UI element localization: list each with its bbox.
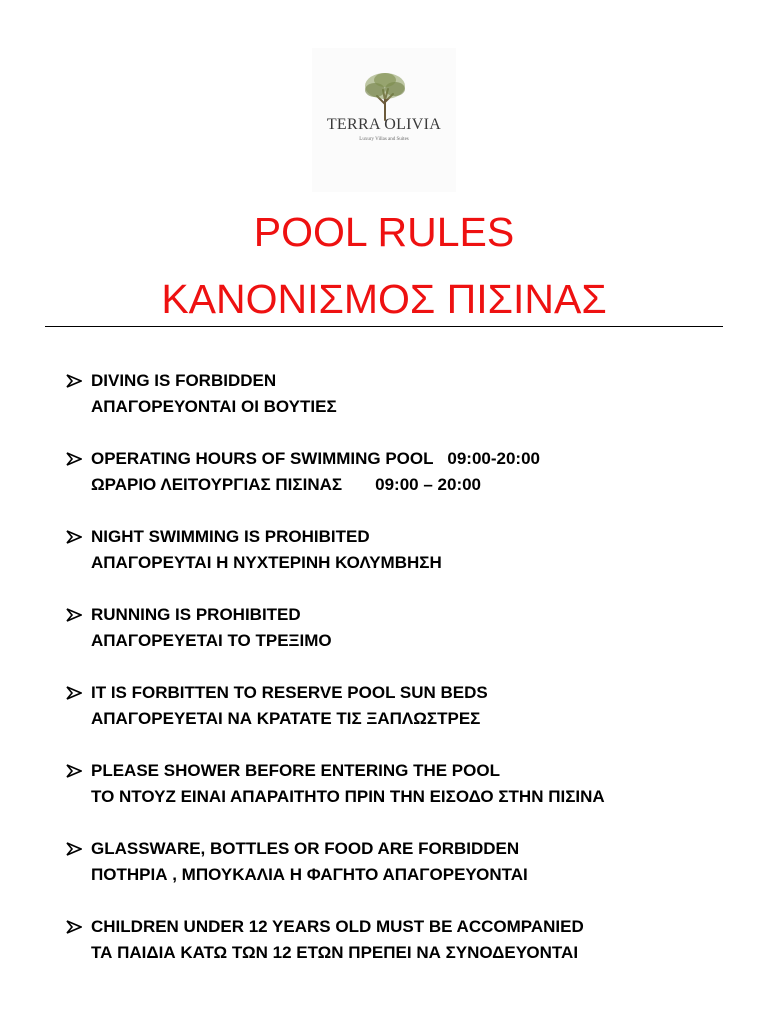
arrowhead-bullet-icon: [66, 530, 82, 544]
list-item: [66, 603, 746, 681]
arrowhead-bullet-icon: [66, 920, 82, 934]
rule-greek: ΑΠΑΓΟΡΕΥΤΑΙ Η ΝΥΧΤΕΡΙΝΗ ΚΟΛΥΜΒΗΣΗ: [91, 553, 442, 572]
page-title-greek: ΚΑΝΟΝΙΣΜΟΣ ΠΙΣΙΝΑΣ: [161, 276, 607, 322]
list-item: [66, 369, 746, 447]
rule-english: OPERATING HOURS OF SWIMMING POOL 09:00-20:00: [91, 449, 540, 468]
list-item: [66, 447, 746, 525]
title-divider: [45, 326, 723, 327]
list-item: [66, 837, 746, 915]
arrowhead-bullet-icon: [66, 764, 82, 778]
rule-greek: ΑΠΑΓΟΡΕΥΕΤΑΙ ΝΑ ΚΡΑΤΑΤΕ ΤΙΣ ΞΑΠΛΩΣΤΡΕΣ: [91, 709, 481, 728]
rule-greek: ΠΟΤΗΡΙΑ , ΜΠΟΥΚΑΛΙΑ Η ΦΑΓΗΤΟ ΑΠΑΓΟΡΕΥΟΝΤΑΙ: [91, 865, 528, 884]
rule-greek: ΑΠΑΓΟΡΕΥΕΤΑΙ ΤΟ ΤΡΕΞΙΜΟ: [91, 631, 332, 650]
list-item: [66, 759, 746, 837]
rule-greek: ΑΠΑΓΟΡΕΥΟΝΤΑΙ ΟΙ ΒΟΥΤΙΕΣ: [91, 397, 337, 416]
list-item: [66, 525, 746, 603]
rule-english: PLEASE SHOWER BEFORE ENTERING THE POOL: [91, 761, 500, 780]
logo: [312, 48, 456, 192]
olive-tree-icon: [359, 70, 411, 122]
list-item: [66, 915, 746, 993]
arrowhead-bullet-icon: [66, 452, 82, 466]
rule-english: NIGHT SWIMMING IS PROHIBITED: [91, 527, 370, 546]
rule-english: DIVING IS FORBIDDEN: [91, 371, 277, 390]
rule-english: RUNNING IS PROHIBITED: [91, 605, 301, 624]
page-title-english: POOL RULES: [253, 209, 515, 255]
arrowhead-bullet-icon: [66, 686, 82, 700]
rule-english: IT IS FORBITTEN TO RESERVE POOL SUN BEDS: [91, 683, 488, 702]
rule-greek: ΤΑ ΠΑΙΔΙΑ ΚΑΤΩ ΤΩΝ 12 ΕΤΩΝ ΠΡΕΠΕΙ ΝΑ ΣΥΝΟΔΕΥΟΝΤΑΙ: [91, 943, 579, 962]
arrowhead-bullet-icon: [66, 374, 82, 388]
rules-list: [66, 369, 746, 993]
rule-english: CHILDREN UNDER 12 YEARS OLD MUST BE ACCOMPANIED: [91, 917, 584, 936]
logo-wordmark: TERRA OLIVIA: [326, 116, 442, 133]
rule-english: GLASSWARE, BOTTLES OR FOOD ARE FORBIDDEN: [91, 839, 520, 858]
rule-greek: ΩΡΑΡΙΟ ΛΕΙΤΟΥΡΓΙΑΣ ΠΙΣΙΝΑΣ 09:00 – 20:00: [91, 475, 482, 494]
list-item: [66, 681, 746, 759]
rule-greek: ΤΟ ΝΤΟΥΖ ΕΙΝΑΙ ΑΠΑΡΑΙΤΗΤΟ ΠΡΙΝ ΤΗΝ ΕΙΣΟΔΟ ΣΤΗΝ ΠΙΣΙΝΑ: [91, 787, 605, 806]
arrowhead-bullet-icon: [66, 842, 82, 856]
logo-tagline: Luxury Villas and Suites: [359, 137, 409, 142]
arrowhead-bullet-icon: [66, 608, 82, 622]
